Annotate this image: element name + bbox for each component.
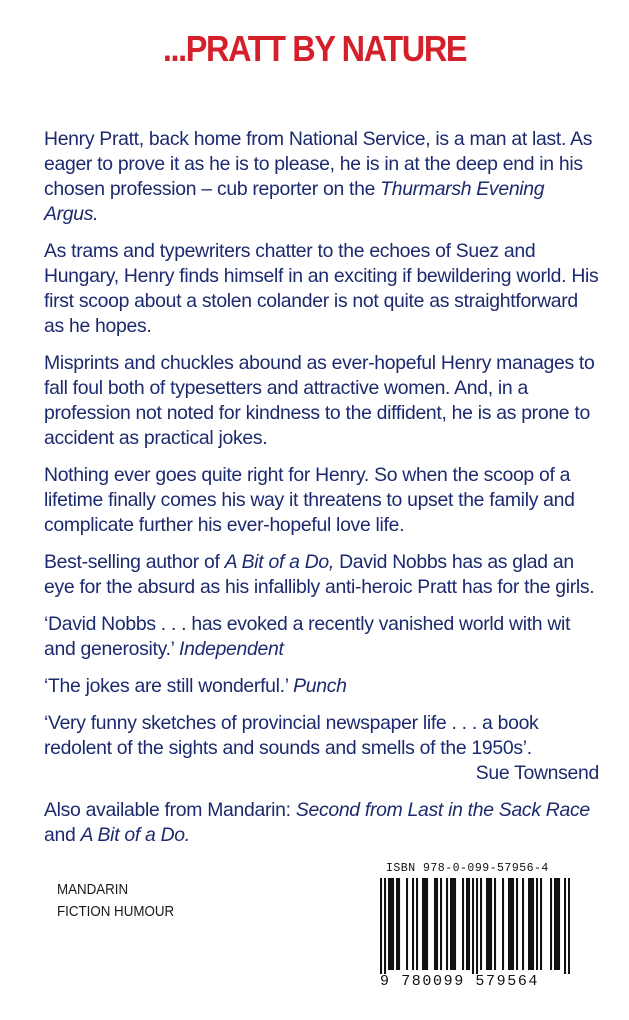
- barcode-bar: [398, 878, 400, 970]
- book-title-ref: A Bit of a Do.: [80, 824, 190, 846]
- barcode-bar: [522, 878, 524, 970]
- barcode-bar: [434, 878, 436, 970]
- barcode-bar: [490, 878, 492, 970]
- barcode-bar: [540, 878, 542, 970]
- barcode-bar: [488, 878, 490, 970]
- barcode-bar: [380, 878, 382, 974]
- barcode-bar: [480, 878, 482, 970]
- barcode-bar: [396, 878, 398, 970]
- barcode-bar: [424, 878, 426, 970]
- barcode-bar: [486, 878, 488, 970]
- barcode-bar: [472, 878, 474, 974]
- barcode-bar: [508, 878, 510, 970]
- barcode-bar: [446, 878, 448, 970]
- barcode-bar: [392, 878, 394, 970]
- barcode-bar: [512, 878, 514, 970]
- isbn-barcode: [380, 862, 570, 1002]
- barcode-bar: [476, 878, 478, 974]
- blurb-paragraph-3: Misprints and chuckles abound as ever-hopeful Henry manages to fall foul both of typesetters and attractive women. And, in a profession not noted for kindness to the diffident, he is as prone to accident as practical jokes.: [44, 352, 595, 449]
- review-quote-2: ‘The jokes are still wonderful.’ Punch: [44, 675, 347, 697]
- blurb-text: [44, 127, 599, 860]
- barcode-bar: [426, 878, 428, 970]
- book-title-ref: A Bit of a Do,: [224, 551, 334, 573]
- barcode-bar: [412, 878, 414, 970]
- publisher-info: [57, 879, 174, 923]
- blurb-paragraph-2: As trams and typewriters chatter to the echoes of Suez and Hungary, Henry finds himself in an exciting if bewildering world. His first scoop about a stolen colander is not quite as straightforward as he hopes.: [44, 240, 599, 337]
- review-quote-3: ‘Very funny sketches of provincial newspaper life . . . a book redolent of the sights and sounds and smells of the 1950s’. Sue Townsend: [44, 712, 599, 784]
- blurb-paragraph-1: Henry Pratt, back home from National Service, is a man at last. As eager to prove it as he is to please, he is in at the deep end in his chosen profession – cub reporter on the Thurmarsh Evening Argus.: [44, 128, 593, 225]
- barcode-bar: [468, 878, 470, 970]
- barcode-bar: [516, 878, 518, 970]
- quote-source: Independent: [179, 638, 284, 660]
- publisher-name: MANDARIN: [57, 882, 129, 898]
- barcode-digits: 9 780099 579564: [380, 973, 540, 990]
- also-available: Also available from Mandarin: Second from Last in the Sack Race and A Bit of a Do.: [44, 799, 590, 846]
- barcode-bars: [380, 878, 570, 974]
- barcode-bar: [452, 878, 454, 970]
- barcode-bar: [450, 878, 452, 970]
- barcode-bar: [416, 878, 418, 970]
- barcode-bar: [406, 878, 408, 970]
- isbn-label: ISBN 978-0-099-57956-4: [386, 862, 549, 875]
- barcode-bar: [422, 878, 424, 970]
- barcode-bar: [532, 878, 534, 970]
- barcode-bar: [454, 878, 456, 970]
- barcode-bar: [550, 878, 552, 970]
- barcode-bar: [440, 878, 442, 970]
- barcode-bar: [558, 878, 560, 970]
- blurb-paragraph-5: Best-selling author of A Bit of a Do, David Nobbs has as glad an eye for the absurd as his infallibly anti-heroic Pratt has for the girls.: [44, 551, 595, 598]
- newspaper-title: Thurmarsh Evening Argus.: [44, 178, 545, 225]
- publisher-category: FICTION HUMOUR: [57, 904, 175, 920]
- quote-source: Punch: [293, 675, 347, 697]
- barcode-bar: [494, 878, 496, 970]
- book-title-ref: Second from Last in the Sack Race: [295, 799, 590, 821]
- blurb-paragraph-4: Nothing ever goes quite right for Henry. So when the scoop of a lifetime finally comes his way it threatens to upset the family and complicate further his ever-hopeful love life.: [44, 464, 575, 536]
- barcode-bar: [564, 878, 566, 974]
- barcode-bar: [384, 878, 386, 974]
- back-cover-title: ...PRATT BY NATURE: [162, 28, 467, 69]
- barcode-bar: [502, 878, 504, 970]
- barcode-bar: [390, 878, 392, 970]
- barcode-bar: [462, 878, 464, 970]
- barcode-bar: [536, 878, 538, 970]
- barcode-bar: [510, 878, 512, 970]
- barcode-bar: [388, 878, 390, 970]
- barcode-bar: [568, 878, 570, 974]
- quote-source: Sue Townsend: [475, 762, 599, 784]
- barcode-bar: [528, 878, 530, 970]
- barcode-bar: [436, 878, 438, 970]
- barcode-bar: [556, 878, 558, 970]
- barcode-bar: [466, 878, 468, 970]
- review-quote-1: ‘David Nobbs . . . has evoked a recently vanished world with wit and generosity.’ Independent: [44, 613, 571, 660]
- barcode-bar: [530, 878, 532, 970]
- barcode-bar: [554, 878, 556, 970]
